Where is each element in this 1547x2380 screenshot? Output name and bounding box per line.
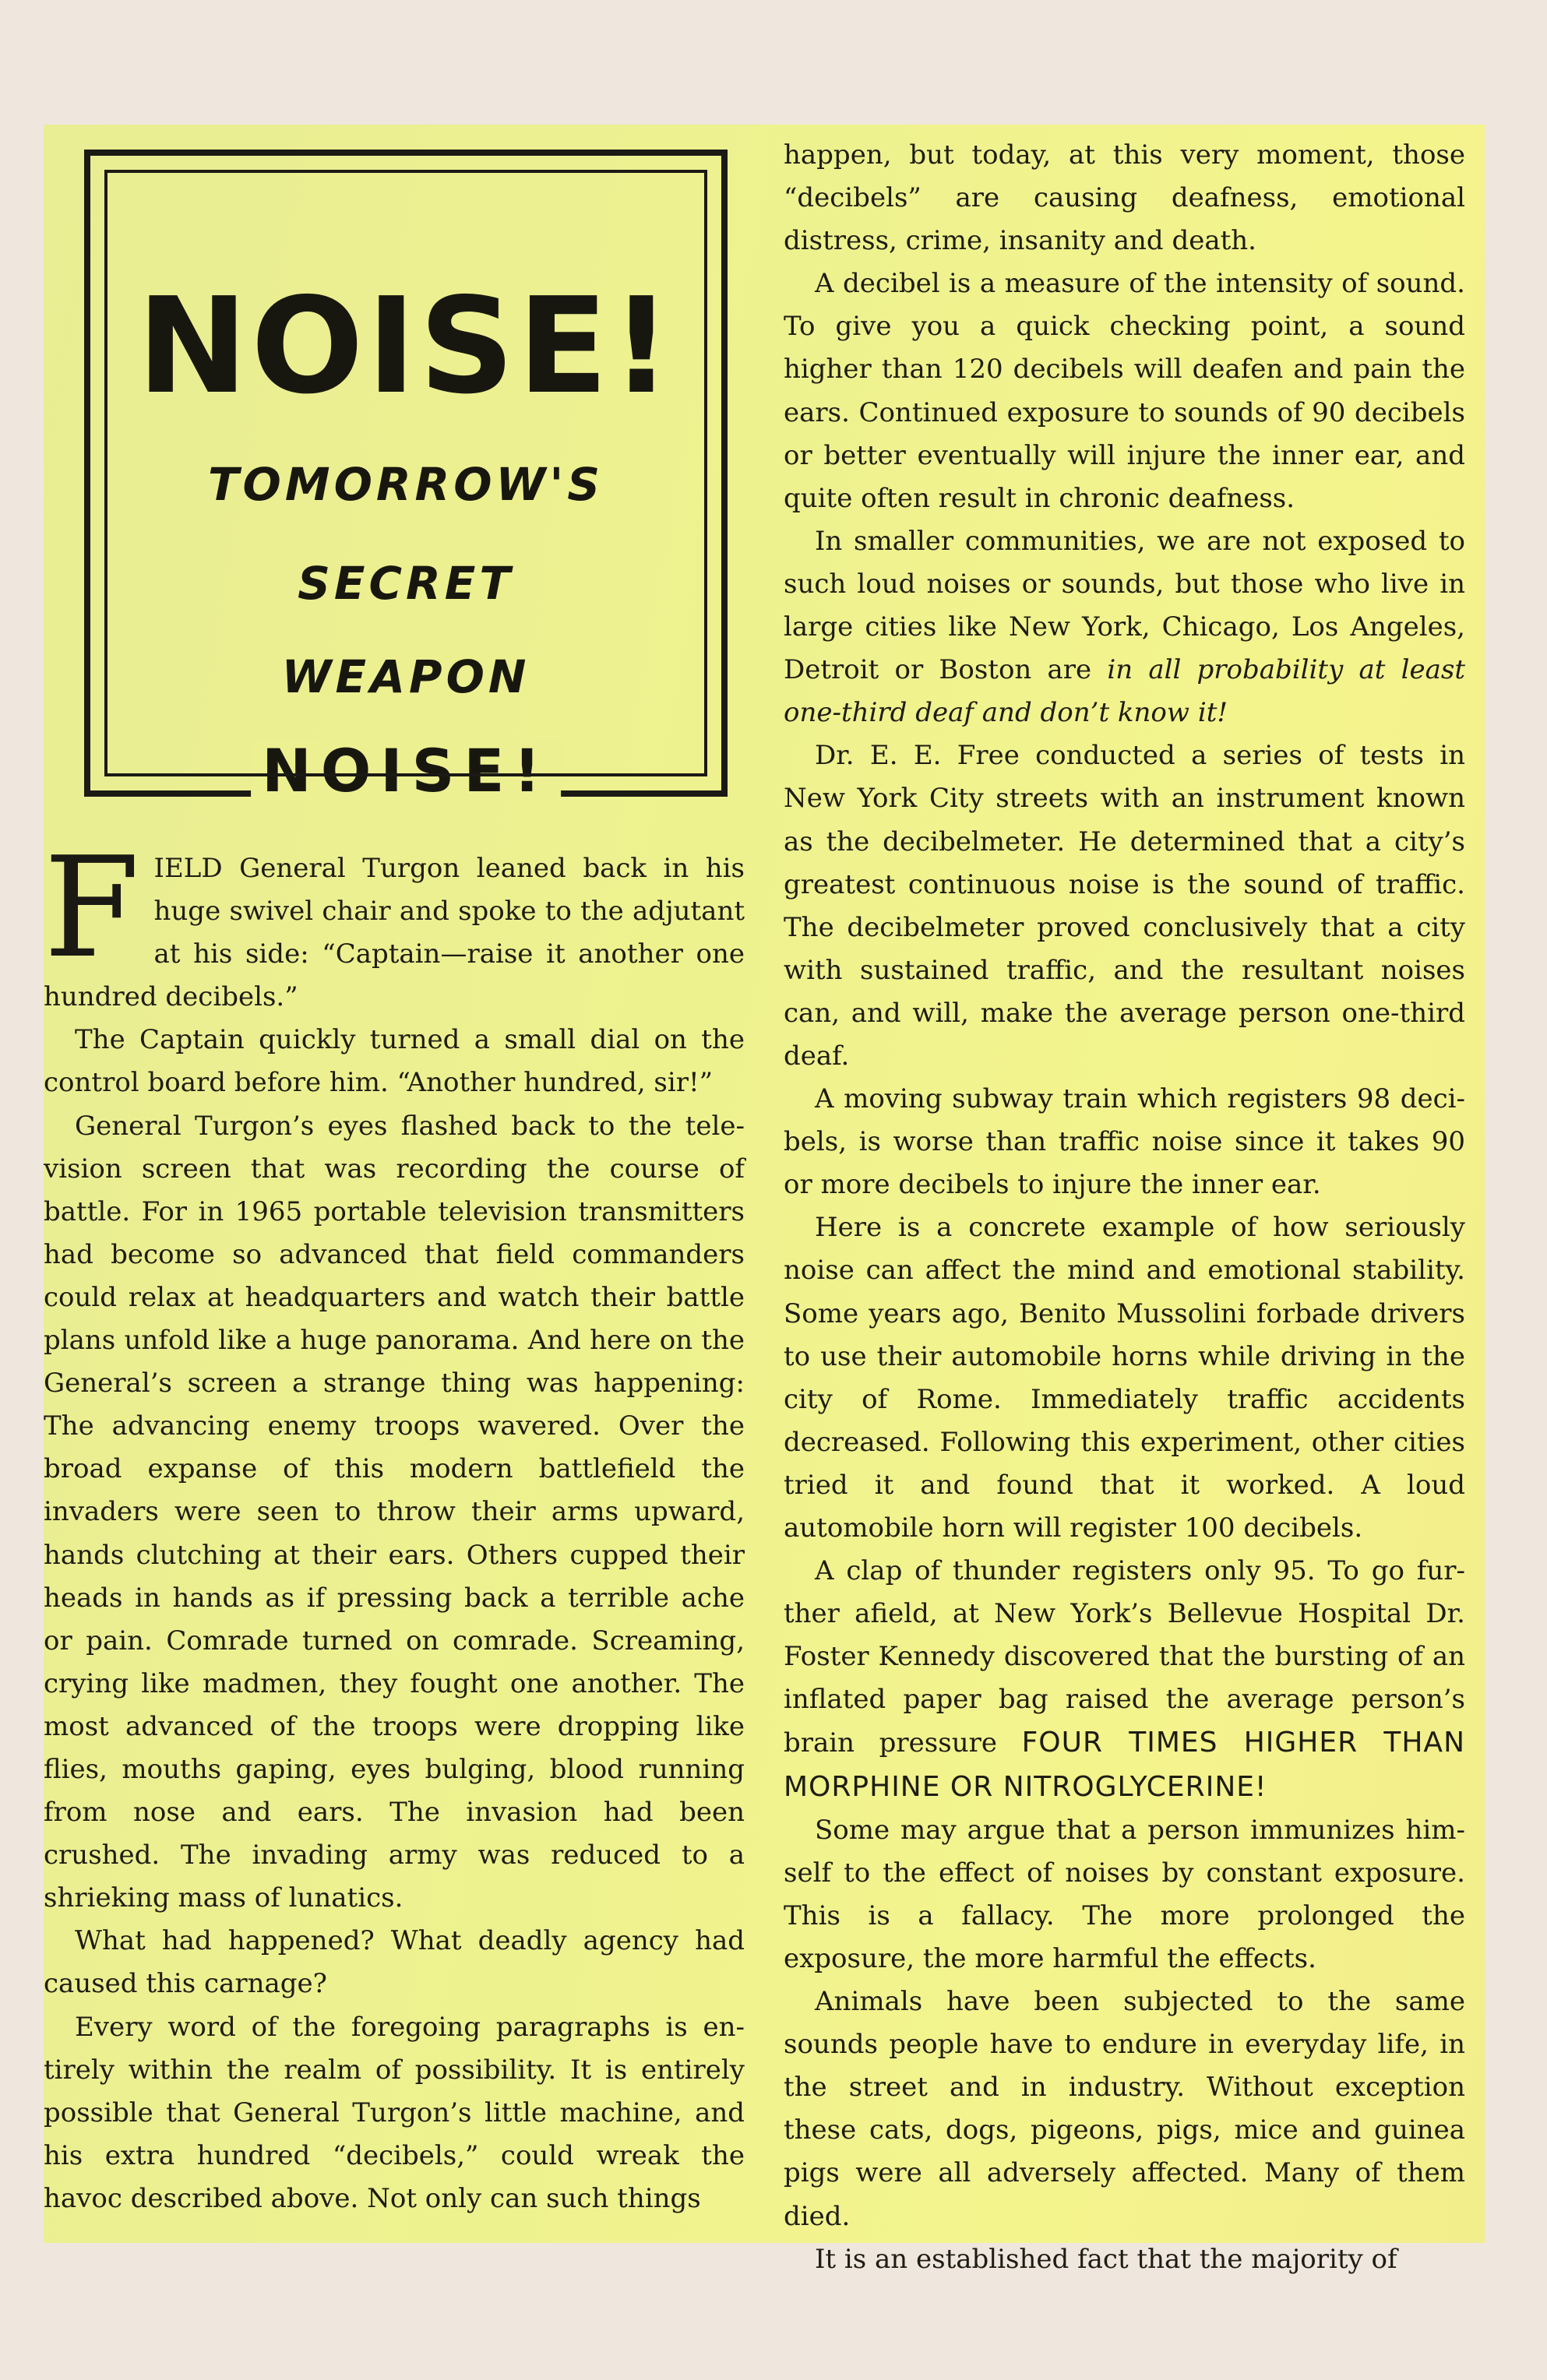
paragraph-text: A clap of thunder registers only 95. To go further afield, at New York’s Bellevue Hospital Dr. Foster Kennedy discovered that the bursting of an inflated paper bag raised the average person’s brain pressure bbox=[784, 1555, 1465, 1759]
paragraph: Here is a concrete example of how seriously noise can affect the mind and emotional stability. Some years ago, Benito Mussolini forbade drivers to use their automobile horns while driving in the city of Rome. Immediately traffic accidents decreased. Following this experiment, other cities tried it and found that it worked. A loud automobile horn will register 100 decibels. bbox=[784, 1212, 1465, 1544]
paragraph: What had happened? What deadly agency had caused this carnage? bbox=[44, 1925, 745, 2000]
emphasized-text: in all probability at least one-third deaf and don’t know it! bbox=[784, 654, 1465, 729]
paragraph bbox=[44, 827, 745, 1019]
paragraph: Some may argue that a person immunizes himself to the effect of noises by constant exposure. This is a fallacy. The more prolonged the exposure, the more harmful the effects. bbox=[784, 1814, 1465, 1974]
paragraph bbox=[784, 1550, 1465, 1809]
subtitle-line-4: NOISE! bbox=[251, 741, 561, 801]
paragraph: General Turgon’s eyes flashed back to the television screen that was recording the course of battle. For in 1965 portable television transmitters had become so advanced that field commanders could relax at headquarters and watch their battle plans unfold like a huge panorama. And here on the General’s screen a strange thing was happening: The advancing enemy troops wavered. Over the broad expanse of this modern battlefield the invaders were seen to throw their arms upward, hands clutching at their ears. Others cupped their heads in hands as if pressing back a terrible ache or pain. Comrade turned on comrade. Screaming, crying like madmen, they fought one another. The most advanced of the troops were dropping like flies, mouths gaping, eyes bulging, blood running from nose and ears. The invasion had been crushed. The invading army was reduced to a shrieking mass of lunatics. bbox=[44, 1110, 745, 1914]
paragraph: happen, but today, at this very moment, those “decibels” are causing deafness, emotional distress, crime, insanity and death. bbox=[784, 139, 1465, 257]
paragraph: Dr. E. E. Free conducted a series of tests in New York City streets with an instrument known as the decibelmeter. He determined that a city’s greatest continuous noise is the sound of traffic. The decibelmeter proved conclusively that a city with sustained traffic, and the resultant noises can, and will, make the average person one-third deaf. bbox=[784, 740, 1465, 1072]
subtitle-line-2: SECRET bbox=[298, 557, 514, 610]
paragraph: The Captain quickly turned a small dial on the control board before him. “Another hundred, sir!” bbox=[44, 1024, 745, 1099]
right-column bbox=[784, 134, 1465, 2281]
drop-cap: F bbox=[44, 827, 140, 988]
paragraph bbox=[784, 520, 1465, 734]
article-page bbox=[44, 125, 1485, 2275]
subtitle-line-1: TOMORROW'S bbox=[207, 458, 604, 511]
headline: NOISE! bbox=[136, 269, 675, 424]
paragraph: A decibel is a measure of the intensity of sound. To give you a quick checking point, a sound higher than 120 decibels will deafen and pain the ears. Continued exposure to sounds of 90 decibels or better eventually will injure the inner ear, and quite often result in chronic deafness. bbox=[784, 268, 1465, 514]
paragraph-text: IELD General Turgon leaned back in his huge swivel chair and spoke to the adjutant at his side: “Captain—raise it another one hundred decibels.” bbox=[44, 853, 745, 1013]
paragraph-text: In smaller communities, we are not exposed to such loud noises or sounds, but those who live in large cities like New York, Chicago, Los Angeles, Detroit or Boston are bbox=[784, 525, 1465, 686]
paragraph: A moving subway train which registers 98 decibels, is worse than traffic noise since it takes 90 or more decibels to injure the inner ear. bbox=[784, 1083, 1465, 1201]
emphasized-caps-text: FOUR TIMES HIGHER THAN MORPHINE OR NITROGLYCERINE! bbox=[784, 1727, 1465, 1803]
left-column bbox=[44, 827, 745, 2220]
subtitle-line-3: WEAPON bbox=[281, 650, 530, 703]
paragraph: Animals have been subjected to the same sounds people have to endure in everyday life, in the street and in industry. Without exception these cats, dogs, pigeons, pigs, mice and guinea pigs were all adversely affected. Many of them died. bbox=[784, 1986, 1465, 2232]
title-box bbox=[84, 150, 728, 805]
paragraph: Every word of the foregoing paragraphs is entirely within the realm of possibility. It is entirely possible that General Turgon’s little machine, and his extra hundred “decibels,” could wreak the havoc described above. Not only can such things bbox=[44, 2011, 745, 2214]
paragraph: It is an established fact that the majority of bbox=[815, 2243, 1397, 2275]
